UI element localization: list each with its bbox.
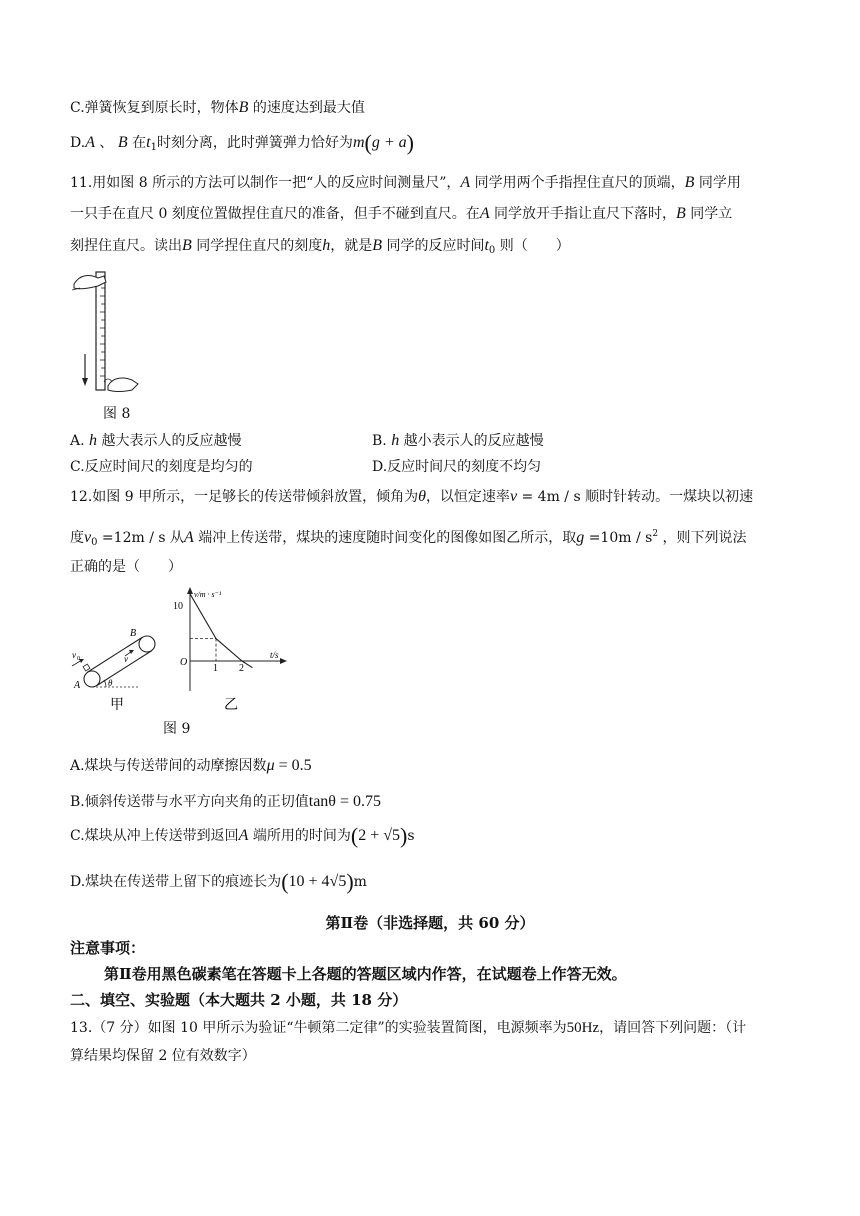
q12-stem-line3: 正确的是（ ） [70, 559, 182, 575]
q13-stem-line2: 算结果均保留 2 位有效数字） [70, 1048, 256, 1064]
x-axis-arrow [280, 658, 287, 664]
x-axis-label: t/s [270, 650, 279, 660]
q10-option-c: C.弹簧恢复到原长时，物体B 的速度达到最大值 [70, 99, 365, 116]
belt-label-theta: θ [108, 678, 113, 688]
belt-label-v: v [124, 654, 128, 664]
part2-title: 第Ⅱ卷（非选择题，共 60 分） [325, 914, 535, 932]
q11-stem-line1: 11.用如图 8 所示的方法可以制作一把“人的反应时间测量尺”，A 同学用两个手指捏住直尺的顶端，B 同学用 [70, 174, 741, 191]
y-axis-label: v/m · s⁻¹ [194, 590, 222, 599]
q13-stem-line1: 13.（7 分）如图 10 甲所示为验证“牛顿第二定律”的实验装置简图，电源频率为50Hz，请回答下列问题：（计 [70, 1020, 747, 1036]
q12-stem-line2: 度$v_0 =12m / s$ 从A 端冲上传送带，煤块的速度随时间变化的图像如图乙所示，取$g =10m / s^2$ ，则下列说法 [70, 529, 747, 548]
figure-9-label-jia: 甲 [110, 698, 124, 713]
figure-8-caption: 图 8 [103, 406, 131, 422]
figure-9-caption: 图 9 [163, 721, 191, 737]
x-tick-label-2: 2 [239, 663, 244, 674]
q10-option-d: D.A 、 B 在$t_1$时刻分离，此时弹簧弹力恰好为m(g + a) [70, 130, 414, 155]
y-tick-label-10: 10 [173, 601, 183, 612]
q11-option-c: C.反应时间尺的刻度是均匀的 [70, 459, 253, 475]
y-axis-arrow [187, 587, 193, 594]
belt-label-b: B [130, 628, 137, 639]
belt-label-v0: v [72, 650, 76, 660]
section-2-title: 二、填空、实验题（本大题共 2 小题，共 18 分） [70, 991, 408, 1009]
figure-8-ruler-illustration [70, 268, 140, 396]
figure-9-label-yi: 乙 [224, 698, 238, 713]
figure-9-conveyor-belt [70, 622, 170, 714]
q12-option-d: D.煤块在传送带上留下的痕迹长为(10 + 4√5)m [70, 869, 367, 894]
figure-9-vt-graph [172, 585, 288, 715]
q11-stem-line3: 刻捏住直尺。读出B 同学捏住直尺的刻度h，就是B 同学的反应时间$t_0$ 则（ ） [70, 237, 570, 256]
x-tick-label-1: 1 [213, 663, 218, 674]
q12-stem-line1: 12.如图 9 甲所示，一足够长的传送带倾斜放置，倾角为θ，以恒定速率v = 4m / s 顺时针转动。一煤块以初速 [70, 488, 754, 505]
q11-option-d: D.反应时间尺的刻度不均匀 [372, 459, 542, 475]
q11-stem-line2: 一只手在直尺 0 刻度位置做捏住直尺的准备，但手不碰到直尺。在A 同学放开手指让直尺下落时，B 同学立 [70, 205, 733, 222]
origin-label: O [180, 657, 188, 668]
q12-option-a: A.煤块与传送带间的动摩擦因数μ = 0.5 [70, 757, 312, 774]
q11-option-b: B. h 越小表示人的反应越慢 [372, 432, 544, 449]
belt-label-a: A [74, 680, 81, 691]
belt-label-v0-sub: 0 [77, 656, 80, 662]
q12-option-c: C.煤块从冲上传送带到返回A 端所用的时间为(2 + √5)s [70, 823, 415, 848]
q11-option-a: A. h 越大表示人的反应越慢 [70, 432, 242, 449]
notice-title: 注意事项： [70, 939, 146, 957]
q12-option-b: B.倾斜传送带与水平方向夹角的正切值tanθ = 0.75 [70, 793, 381, 810]
notice-body: 第Ⅱ卷用黑色碳素笔在答题卡上各题的答题区域内作答，在试题卷上作答无效。 [104, 965, 627, 983]
series-line-v-t [190, 594, 252, 668]
